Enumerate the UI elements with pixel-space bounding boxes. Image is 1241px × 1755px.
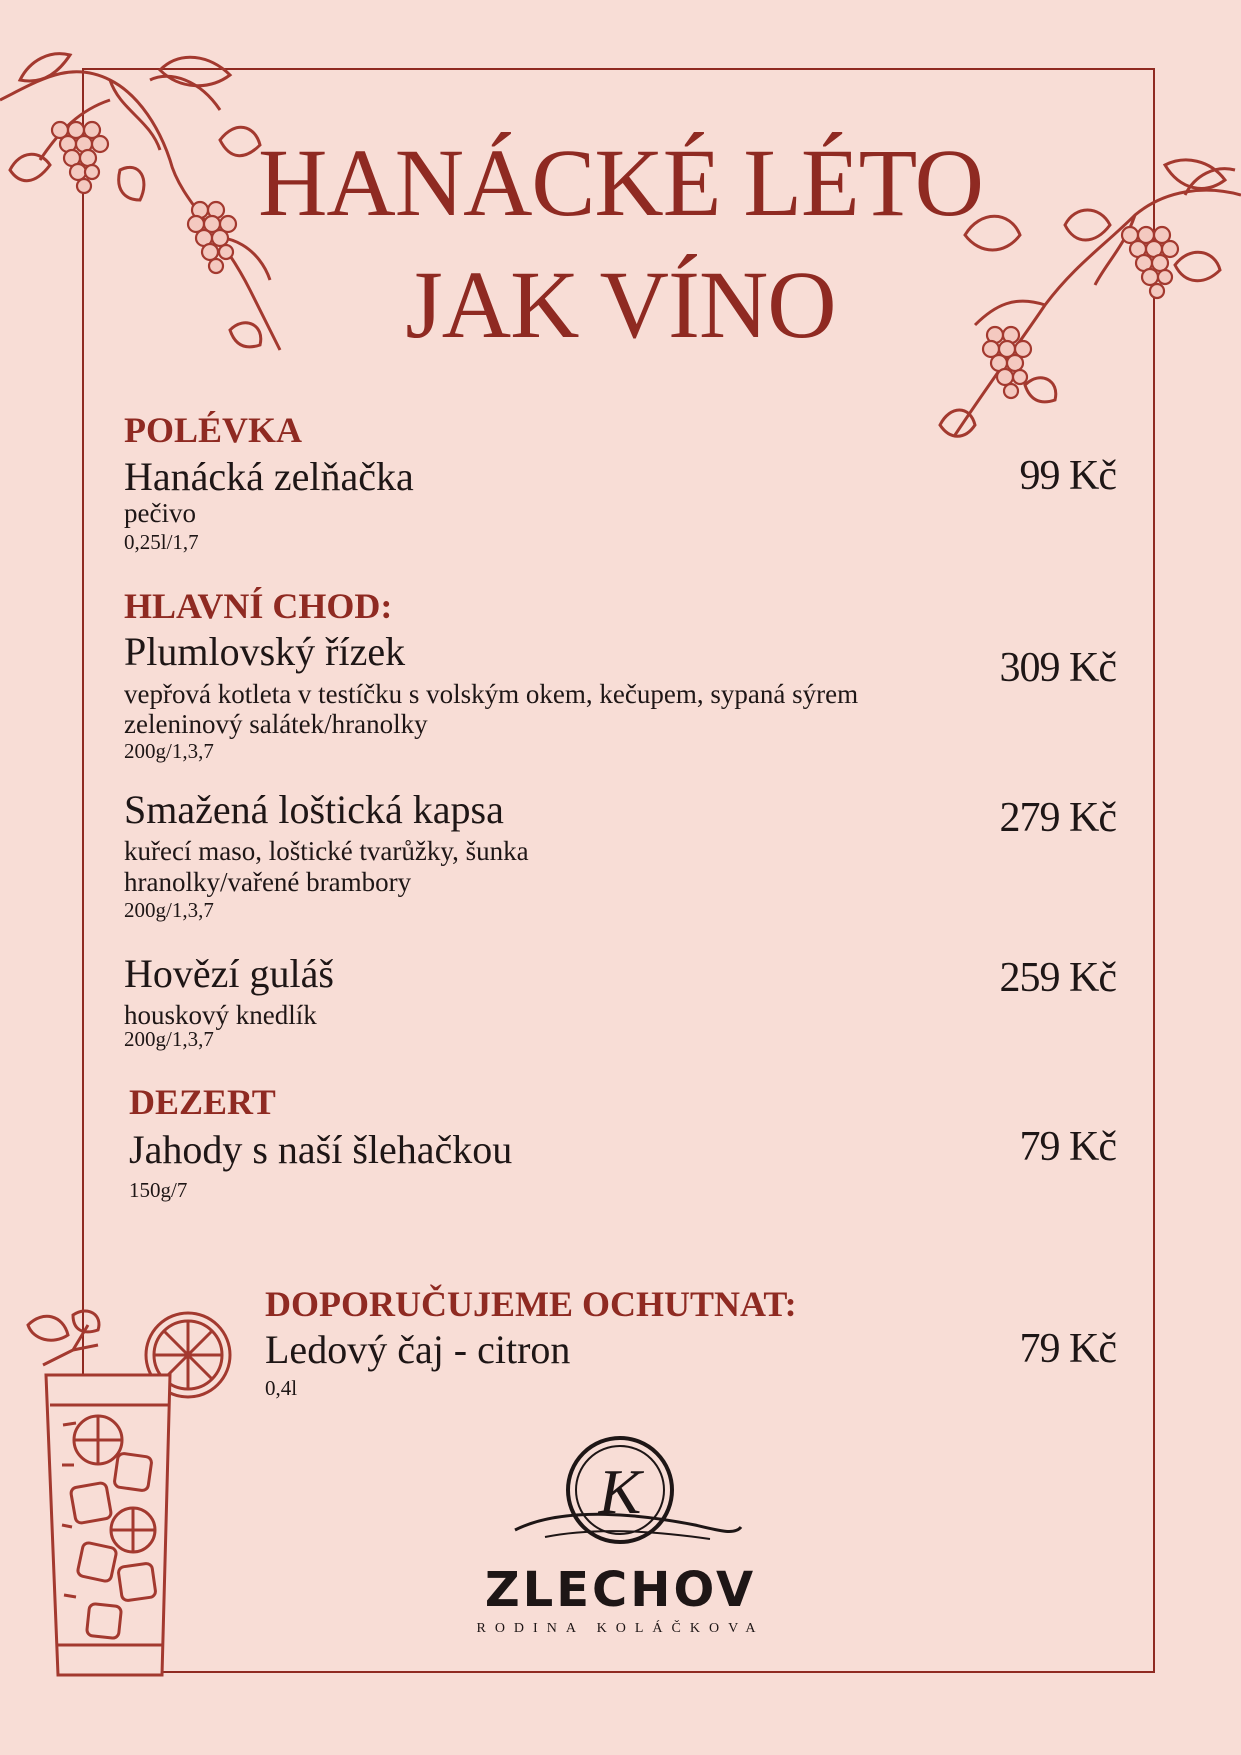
item-name: Jahody s naší šlehačkou bbox=[129, 1127, 513, 1172]
section-heading-soup: POLÉVKA bbox=[124, 410, 303, 450]
item-description: kuřecí maso, loštické tvarůžky, šunka bbox=[124, 836, 529, 866]
logo-emblem bbox=[505, 1435, 745, 1560]
item-price: 79 Kč bbox=[1019, 1326, 1116, 1372]
item-price: 259 Kč bbox=[999, 955, 1116, 1001]
item-description: zeleninový salátek/hranolky bbox=[124, 709, 428, 739]
item-weight-allergens: 200g/1,3,7 bbox=[124, 898, 214, 922]
item-price: 309 Kč bbox=[999, 645, 1116, 691]
section-heading-dessert: DEZERT bbox=[129, 1082, 276, 1122]
menu-title-line2: JAK VÍNO bbox=[405, 251, 836, 358]
item-price: 99 Kč bbox=[1019, 453, 1116, 499]
section-heading-main: HLAVNÍ CHOD: bbox=[124, 586, 393, 626]
item-weight-allergens: 150g/7 bbox=[129, 1178, 188, 1202]
item-name: Hovězí guláš bbox=[124, 951, 334, 996]
item-name: Hanácká zelňačka bbox=[124, 454, 414, 499]
item-description: hranolky/vařené brambory bbox=[124, 867, 412, 897]
menu-title-line1: HANÁCKÉ LÉTO bbox=[258, 129, 983, 236]
item-weight-allergens: 0,25l/1,7 bbox=[124, 530, 199, 554]
item-name: Ledový čaj - citron bbox=[265, 1327, 571, 1372]
item-volume: 0,4l bbox=[265, 1376, 298, 1400]
item-weight-allergens: 200g/1,3,7 bbox=[124, 739, 214, 763]
logo-monogram: K bbox=[598, 1456, 642, 1527]
item-name: Plumlovský řízek bbox=[124, 629, 406, 674]
item-description: houskový knedlík bbox=[124, 1000, 317, 1030]
item-price: 279 Kč bbox=[999, 795, 1116, 841]
logo-brand-name: ZLECHOV bbox=[484, 1562, 757, 1618]
section-heading-recommend: DOPORUČUJEME OCHUTNAT: bbox=[265, 1284, 797, 1324]
item-name: Smažená loštická kapsa bbox=[124, 787, 504, 832]
item-description: vepřová kotleta v testíčku s volským okem, kečupem, sypaná sýrem bbox=[124, 679, 859, 709]
item-description: pečivo bbox=[124, 498, 196, 528]
item-weight-allergens: 200g/1,3,7 bbox=[124, 1027, 214, 1051]
item-price: 79 Kč bbox=[1019, 1124, 1116, 1170]
logo-tagline: RODINA KOLÁČKOVA bbox=[476, 1621, 765, 1636]
